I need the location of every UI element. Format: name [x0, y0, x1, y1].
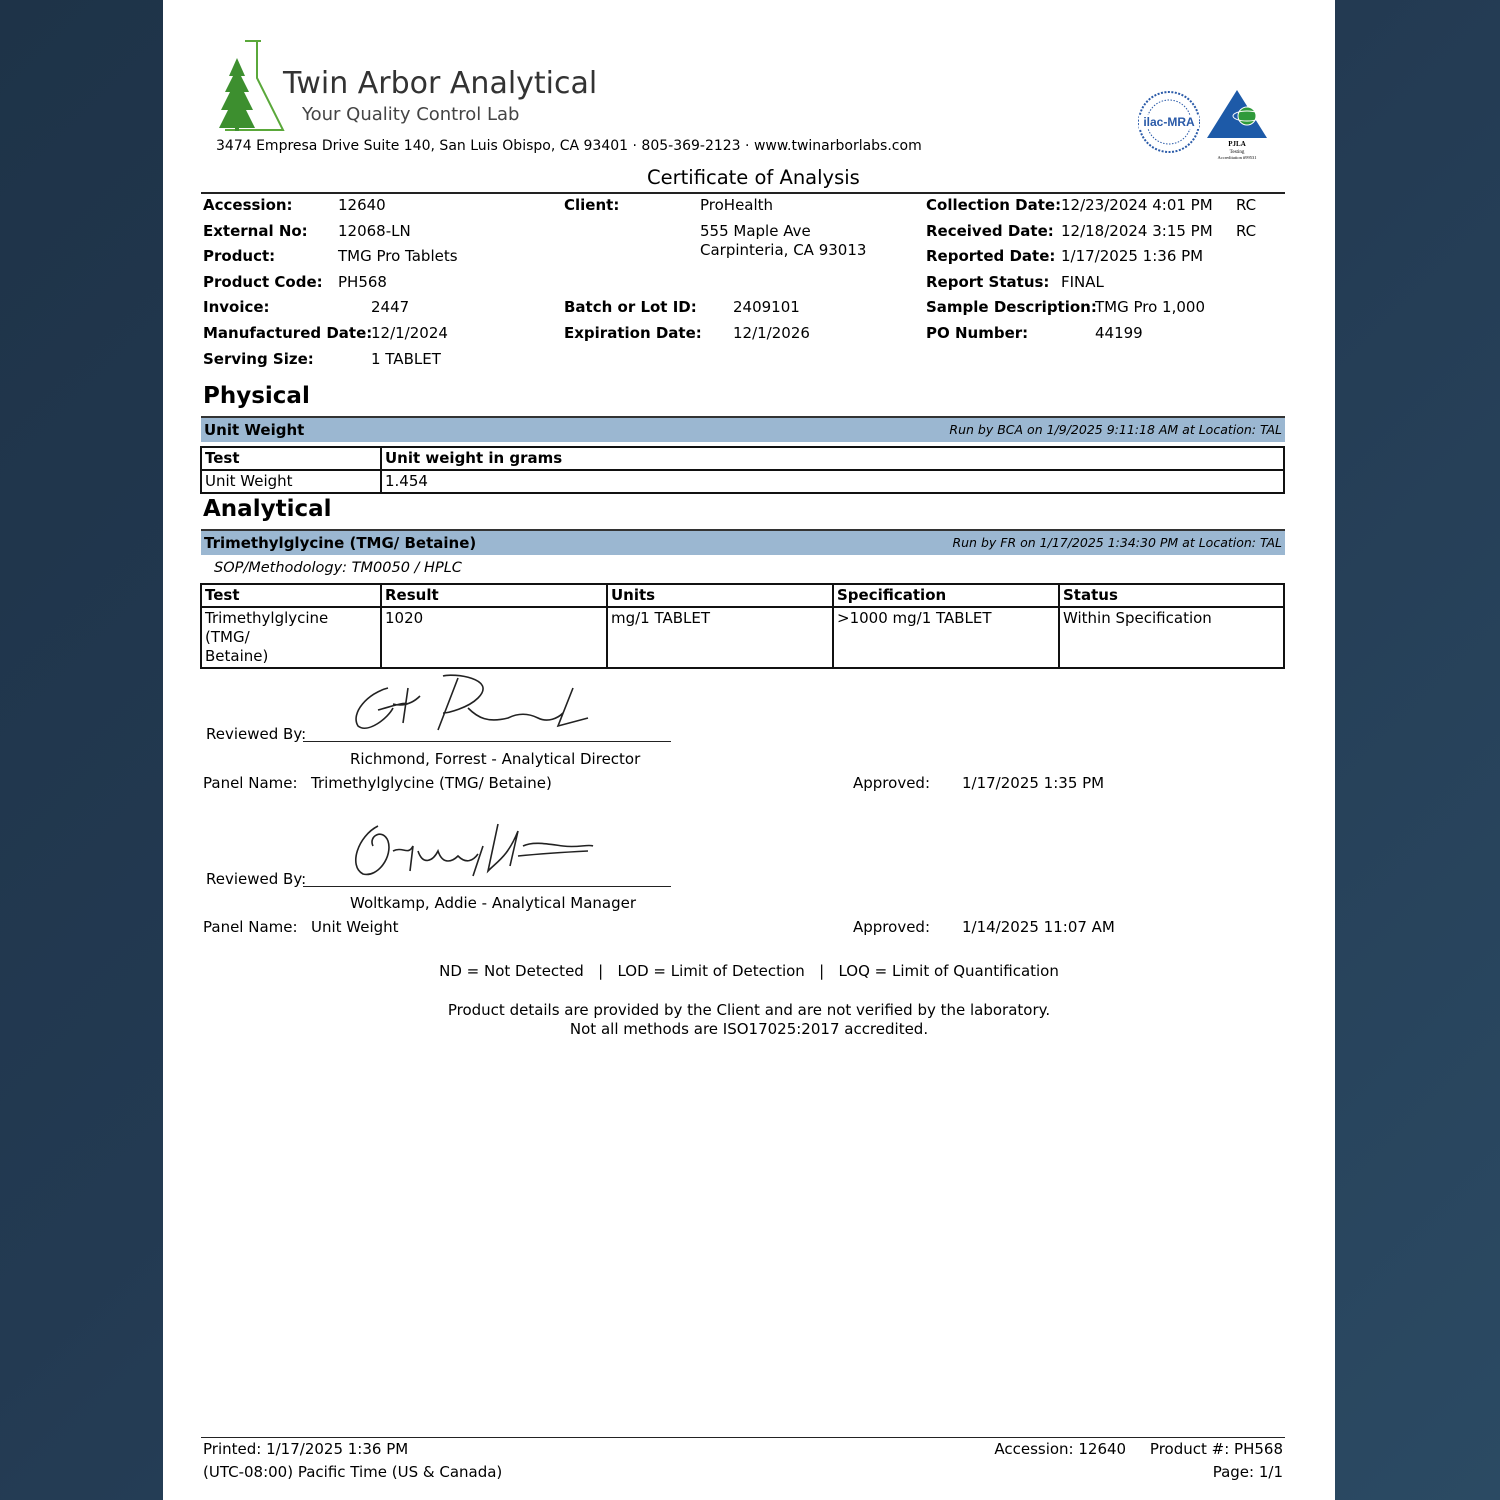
collection-value: 12/23/2024 4:01 PM: [1061, 196, 1213, 214]
reviewer-2: Woltkamp, Addie - Analytical Manager: [350, 894, 637, 912]
product-code-label: Product Code:: [203, 273, 323, 291]
table-row: [201, 607, 1284, 668]
ilac-mra-badge-icon: [1137, 90, 1201, 154]
header-test: Test: [201, 584, 381, 607]
client-address-line1: 555 Maple Ave: [700, 222, 811, 240]
approved-value-2: 1/14/2025 11:07 AM: [962, 918, 1115, 936]
sample-label: Sample Description:: [926, 298, 1097, 316]
certificate-page: [163, 0, 1335, 1500]
external-label: External No:: [203, 222, 308, 240]
batch-value: 2409101: [733, 298, 800, 316]
tmg-band: [201, 529, 1285, 555]
received-label: Received Date:: [926, 222, 1054, 240]
ilac-label: ilac-MRA: [1143, 115, 1195, 129]
footer-accession-product: Accession: 12640 Product #: PH568: [994, 1440, 1283, 1458]
collection-label: Collection Date:: [926, 196, 1062, 214]
signature-richmond: [348, 668, 598, 738]
po-value: 44199: [1095, 324, 1143, 342]
disclaimer-iso: Not all methods are ISO17025:2017 accredited.: [569, 1020, 929, 1038]
reviewed-by-label-1: Reviewed By:: [206, 725, 307, 743]
cell-test: [201, 607, 381, 668]
header-status: Status: [1059, 584, 1284, 607]
pjla-badge-icon: [1207, 88, 1273, 162]
cell-units: mg/1 TABLET: [607, 607, 833, 668]
approved-label-2: Approved:: [853, 918, 930, 936]
unit-weight-band-name: Unit Weight: [204, 421, 305, 439]
client-address-line2: Carpinteria, CA 93013: [700, 241, 867, 259]
client-label: Client:: [564, 196, 620, 214]
lab-name: Twin Arbor Analytical: [283, 66, 598, 101]
received-by: RC: [1236, 222, 1257, 240]
title-divider: [201, 192, 1285, 194]
pjla-sub2: Accreditation #99531: [1217, 155, 1257, 160]
reported-value: 1/17/2025 1:36 PM: [1061, 247, 1204, 265]
unit-weight-run-info: Run by BCA on 1/9/2025 9:11:18 AM at Location: TAL: [949, 422, 1282, 437]
header-units: Units: [607, 584, 833, 607]
disclaimer-client-details: Product details are provided by the Client and are not verified by the laboratory.: [447, 1001, 1051, 1019]
accession-label: Accession:: [203, 196, 293, 214]
panel-label-1: Panel Name:: [203, 774, 298, 792]
printed-date: Printed: 1/17/2025 1:36 PM: [203, 1440, 409, 1458]
manufactured-label: Manufactured Date:: [203, 324, 373, 342]
unit-weight-band: [201, 416, 1285, 442]
tmg-run-info: Run by FR on 1/17/2025 1:34:30 PM at Location: TAL: [952, 535, 1282, 550]
invoice-value: 2447: [371, 298, 410, 316]
product-code-value: PH568: [338, 273, 387, 291]
sample-value: TMG Pro 1,000: [1095, 298, 1206, 316]
reported-label: Reported Date:: [926, 247, 1056, 265]
client-name: ProHealth: [700, 196, 774, 214]
product-label: Product:: [203, 247, 276, 265]
lab-logo-icon: [217, 38, 287, 134]
header-unit-weight-grams: Unit weight in grams: [381, 447, 1284, 470]
received-value: 12/18/2024 3:15 PM: [1061, 222, 1213, 240]
product-value: TMG Pro Tablets: [338, 247, 458, 265]
reviewer-1: Richmond, Forrest - Analytical Director: [350, 750, 641, 768]
external-value: 12068-LN: [338, 222, 411, 240]
cell-test-line2: Betaine): [205, 647, 269, 665]
physical-heading: Physical: [203, 383, 310, 409]
status-label: Report Status:: [926, 273, 1050, 291]
cell-result: 1020: [381, 607, 607, 668]
po-label: PO Number:: [926, 324, 1029, 342]
manufactured-value: 12/1/2024: [371, 324, 448, 342]
abbreviation-legend: ND = Not Detected | LOD = Limit of Detection | LOQ = Limit of Quantification: [439, 962, 1059, 980]
status-value: FINAL: [1061, 273, 1104, 291]
signature-line-2: [303, 886, 671, 887]
batch-label: Batch or Lot ID:: [564, 298, 697, 316]
cell-unit-weight: 1.454: [381, 470, 1284, 493]
unit-weight-table: [200, 446, 1285, 494]
lab-address: 3474 Empresa Drive Suite 140, San Luis Obispo, CA 93401 · 805-369-2123 · www.twinarborlabs.com: [216, 138, 922, 154]
table-header-row: [201, 447, 1284, 470]
tmg-results-table: [200, 583, 1285, 669]
cell-specification: >1000 mg/1 TABLET: [833, 607, 1059, 668]
methodology: SOP/Methodology: TM0050 / HPLC: [214, 560, 462, 576]
table-header-row: [201, 584, 1284, 607]
header-result: Result: [381, 584, 607, 607]
serving-value: 1 TABLET: [371, 350, 441, 368]
page-number: Page: 1/1: [1212, 1463, 1283, 1481]
cell-status: Within Specification: [1059, 607, 1284, 668]
expiration-value: 12/1/2026: [733, 324, 810, 342]
serving-label: Serving Size:: [203, 350, 314, 368]
cell-test-line1: Trimethylglycine (TMG/: [205, 609, 329, 646]
pjla-sub1: Testing: [1229, 150, 1245, 155]
approved-value-1: 1/17/2025 1:35 PM: [962, 774, 1105, 792]
header-specification: Specification: [833, 584, 1059, 607]
panel-label-2: Panel Name:: [203, 918, 298, 936]
cell-test: Unit Weight: [201, 470, 381, 493]
pjla-label: PJLA: [1228, 140, 1246, 148]
invoice-label: Invoice:: [203, 298, 270, 316]
printed-timezone: (UTC-08:00) Pacific Time (US & Canada): [203, 1463, 503, 1481]
signature-line-1: [303, 741, 671, 742]
lab-tagline: Your Quality Control Lab: [302, 104, 520, 125]
table-row: [201, 470, 1284, 493]
reviewed-by-label-2: Reviewed By:: [206, 870, 307, 888]
approved-label-1: Approved:: [853, 774, 930, 792]
analytical-heading: Analytical: [203, 496, 332, 522]
collection-by: RC: [1236, 196, 1257, 214]
tmg-band-name: Trimethylglycine (TMG/ Betaine): [204, 534, 477, 552]
footer-divider: [201, 1437, 1285, 1438]
signature-woltkamp: [348, 816, 608, 884]
header-test: Test: [201, 447, 381, 470]
panel-name-2: Unit Weight: [311, 918, 399, 936]
accession-value: 12640: [338, 196, 386, 214]
document-title: Certificate of Analysis: [647, 166, 860, 189]
panel-name-1: Trimethylglycine (TMG/ Betaine): [311, 774, 552, 792]
expiration-label: Expiration Date:: [564, 324, 702, 342]
